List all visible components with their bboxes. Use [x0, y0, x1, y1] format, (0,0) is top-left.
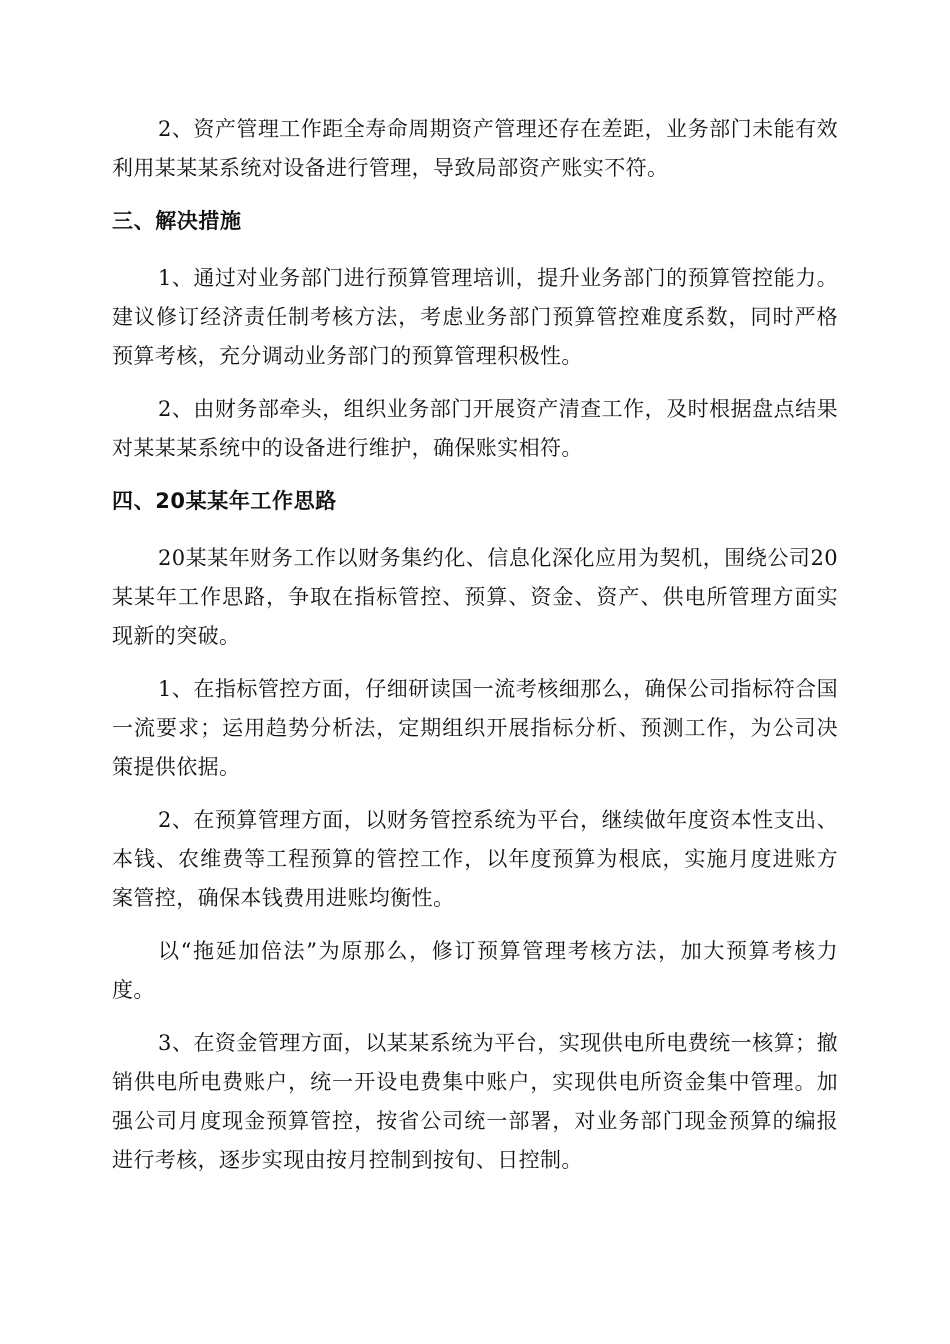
paragraph-budget-management: 2、在预算管理方面，以财务管控系统为平台，继续做年度资本性支出、本钱、农维费等工程预算的管控工作，以年度预算为根底，实施月度进账方案管控，确保本钱费用进账均衡性。	[112, 808, 838, 910]
paragraph-budget-assessment: 以“拖延加倍法”为原那么，修订预算管理考核方法，加大预算考核力度。	[112, 939, 838, 1002]
paragraph-fund-management: 3、在资金管理方面，以某某系统为平台，实现供电所电费统一核算；撤销供电所电费账户，统一开设电费集中账户，实现供电所资金集中管理。加强公司月度现金预算管控，按省公司统一部署，对业务部门现金预算的编报进行考核，逐步实现由按月控制到按旬、日控制。	[112, 1031, 838, 1172]
heading-solutions: 三、解决措施	[112, 209, 242, 233]
paragraph-indicator-control: 1、在指标管控方面，仔细研读国一流考核细那么，确保公司指标符合国一流要求；运用趋势分析法，定期组织开展指标分析、预测工作，为公司决策提供依据。	[112, 677, 838, 779]
document-page	[112, 110, 838, 1194]
paragraph-asset-gap: 2、资产管理工作距全寿命周期资产管理还存在差距，业务部门未能有效利用某某某系统对设备进行管理，导致局部资产账实不符。	[112, 117, 838, 180]
heading-work-plan: 四、20某某年工作思路	[112, 489, 337, 513]
paragraph-work-plan-intro: 20某某年财务工作以财务集约化、信息化深化应用为契机，围绕公司20某某年工作思路，争取在指标管控、预算、资金、资产、供电所管理方面实现新的突破。	[112, 546, 838, 648]
paragraph-asset-inventory: 2、由财务部牵头，组织业务部门开展资产清查工作，及时根据盘点结果对某某某系统中的设备进行维护，确保账实相符。	[112, 397, 838, 460]
paragraph-budget-training: 1、通过对业务部门进行预算管理培训，提升业务部门的预算管控能力。建议修订经济责任制考核方法，考虑业务部门预算管控难度系数，同时严格预算考核，充分调动业务部门的预算管理积极性。	[112, 266, 838, 368]
